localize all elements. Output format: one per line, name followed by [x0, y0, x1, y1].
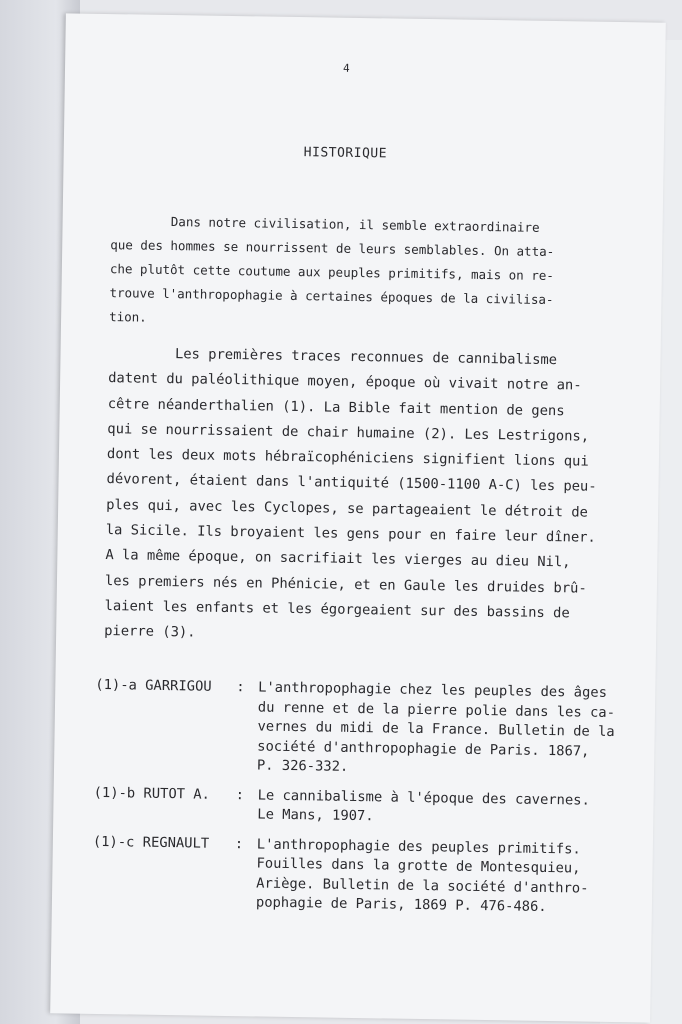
page-number: 4 [342, 61, 350, 75]
text-line: L'anthropophagie des peuples primitifs. [256, 835, 581, 858]
text-line: cêtre néanderthalien (1). La Bible fait mention de gens [107, 395, 565, 419]
reference-key: (1)-a GARRIGOU [95, 676, 212, 695]
text-line: dont les deux mots hébraïcophéniciens signifient lions qui [106, 446, 589, 470]
paragraph-history [104, 341, 609, 652]
text-line: tion. [109, 309, 147, 325]
text-line: qui se nourrissaient de chair humaine (2). Les Lestrigons, [107, 420, 590, 445]
reference-item [92, 832, 613, 918]
reference-key: (1)-c REGNAULT [92, 833, 210, 852]
text-line: ples qui, avec les Cyclopes, se partageaient le détroit de [106, 496, 589, 521]
text-line: dévorent, étaient dans l'antiquité (1500-1100 A-C) les peu- [106, 471, 597, 496]
text-line: Dans notre civilisation, il semble extraordinaire [110, 213, 540, 235]
reference-key: (1)-b RUTOT A. [93, 784, 211, 803]
text-line: les premiers nés en Phénicie, et en Gaule les druides brû- [104, 572, 587, 597]
references-list [92, 676, 616, 929]
text-line: laient les enfants et les égorgeaient sur des bassins de [104, 598, 570, 622]
text-line: la Sicile. Ils broyaient les gens pour en faire leur dîner. [105, 522, 596, 546]
text-line: P. 326-332. [256, 757, 349, 775]
paragraph-intro [109, 209, 611, 337]
text-line: A la même époque, on sacrifiait les vierges au dieu Nil, [105, 547, 571, 571]
reference-text [257, 678, 616, 781]
reference-item [93, 783, 614, 830]
text-line: Le cannibalisme à l'époque des cavernes. [257, 786, 590, 809]
text-line: trouve l'anthropophagie à certaines époques de la civilisa- [109, 285, 554, 308]
reference-text [256, 835, 613, 919]
text-line: que des hommes se nourrissent de leurs semblables. On atta- [110, 237, 555, 260]
text-line: Les premières traces reconnues de cannibalisme [108, 345, 558, 369]
text-line: pophagie de Paris, 1869 P. 476-486. [255, 894, 547, 916]
text-line: Fouilles dans la grotte de Montesquieu, [256, 855, 581, 877]
text-line: vernes du midi de la France. Bulletin de la [257, 718, 615, 741]
text-line: société d'anthropophagie de Paris. 1867, [257, 737, 590, 760]
text-line: du renne et de la pierre polie dans les ca- [257, 698, 616, 721]
text-line: pierre (3). [104, 623, 196, 641]
reference-text [257, 786, 614, 831]
document-page [50, 13, 666, 1022]
text-line: Le Mans, 1907. [257, 806, 374, 825]
page-title: HISTORIQUE [303, 145, 388, 162]
text-line: che plutôt cette coutume aux peuples primitifs, mais on re- [109, 261, 554, 284]
reference-separator: : [235, 786, 245, 803]
reference-separator: : [234, 835, 244, 852]
reference-separator: : [236, 679, 245, 696]
reference-item [94, 676, 615, 782]
text-line: L'anthropophagie chez les peuples des âges [258, 679, 608, 701]
text-line: datent du paléolithique moyen, époque où vivait notre an- [108, 370, 582, 394]
text-line: Ariège. Bulletin de la société d'anthro- [256, 874, 589, 897]
